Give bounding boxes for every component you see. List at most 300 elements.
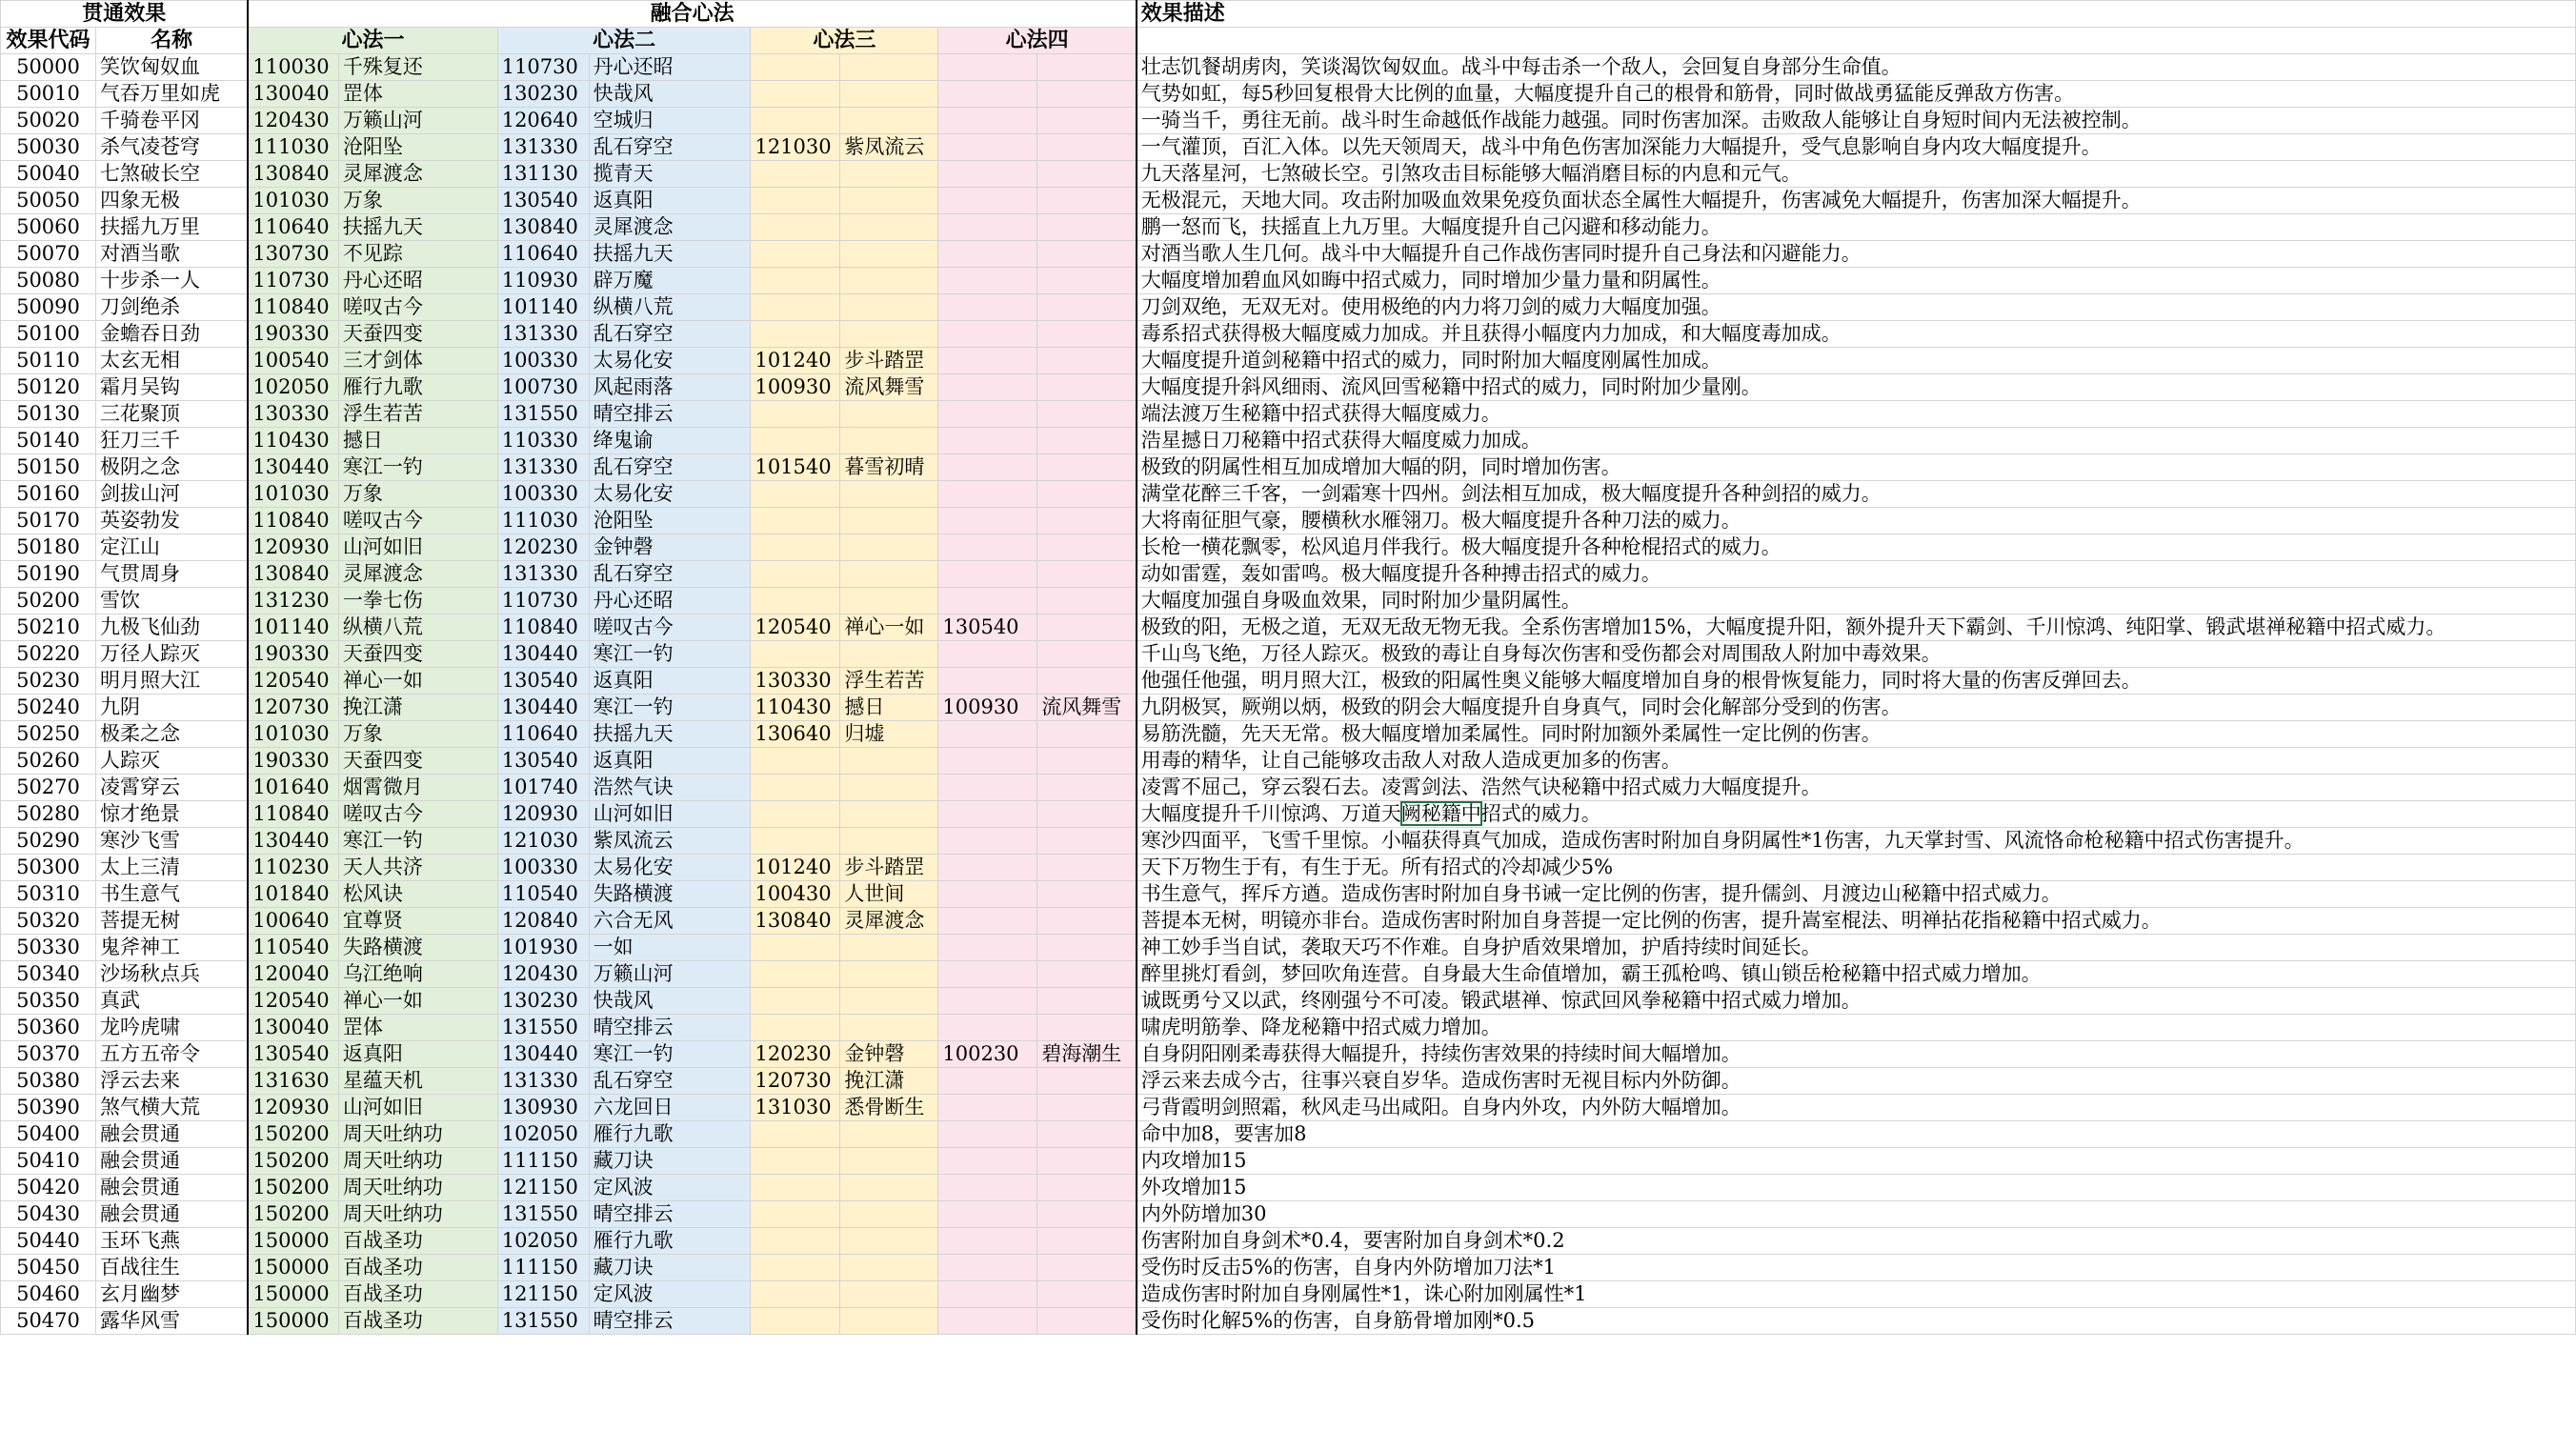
xinfa2-code-cell[interactable]: 120840	[497, 908, 589, 935]
xinfa3-name-cell[interactable]	[840, 534, 938, 561]
xinfa4-code-cell[interactable]	[938, 748, 1037, 775]
xinfa2-name-cell[interactable]: 返真阳	[589, 748, 751, 775]
xinfa4-name-cell[interactable]	[1037, 668, 1137, 695]
xinfa4-name-cell[interactable]	[1037, 721, 1137, 748]
effect-code-cell[interactable]: 50250	[1, 721, 96, 748]
xinfa4-name-cell[interactable]	[1037, 108, 1137, 134]
xinfa1-name-cell[interactable]: 周天吐纳功	[338, 1148, 497, 1175]
xinfa3-name-cell[interactable]: 灵犀渡念	[840, 908, 938, 935]
effect-code-cell[interactable]: 50170	[1, 508, 96, 534]
xinfa2-code-cell[interactable]: 130230	[497, 988, 589, 1015]
xinfa4-name-cell[interactable]	[1037, 374, 1137, 401]
xinfa1-name-cell[interactable]: 挽江潇	[338, 695, 497, 721]
xinfa2-code-cell[interactable]: 130840	[497, 214, 589, 241]
xinfa1-name-cell[interactable]: 周天吐纳功	[338, 1175, 497, 1201]
effect-name-cell[interactable]: 十步杀一人	[95, 268, 248, 294]
xinfa4-code-cell[interactable]	[938, 1068, 1037, 1095]
xinfa3-code-cell[interactable]: 121030	[751, 134, 840, 161]
xinfa2-name-cell[interactable]: 晴空排云	[589, 1015, 751, 1041]
xinfa2-name-cell[interactable]: 晴空排云	[589, 1308, 751, 1335]
xinfa2-code-cell[interactable]: 131330	[497, 454, 589, 481]
xinfa3-name-cell[interactable]	[840, 321, 938, 348]
xinfa2-code-cell[interactable]: 110640	[497, 241, 589, 268]
xinfa2-code-cell[interactable]: 100730	[497, 374, 589, 401]
xinfa2-name-cell[interactable]: 雁行九歌	[589, 1121, 751, 1148]
effect-name-cell[interactable]: 霜月吴钩	[95, 374, 248, 401]
xinfa3-name-cell[interactable]	[840, 294, 938, 321]
xinfa3-name-cell[interactable]	[840, 1228, 938, 1255]
effect-code-cell[interactable]: 50000	[1, 54, 96, 81]
xinfa4-name-cell[interactable]	[1037, 908, 1137, 935]
xinfa3-code-cell[interactable]	[751, 81, 840, 108]
effect-name-cell[interactable]: 定江山	[95, 534, 248, 561]
xinfa3-code-cell[interactable]	[751, 428, 840, 454]
xinfa4-name-cell[interactable]	[1037, 1095, 1137, 1121]
xinfa1-code-cell[interactable]: 150200	[248, 1175, 338, 1201]
effect-name-cell[interactable]: 九极飞仙劲	[95, 614, 248, 641]
xinfa3-code-cell[interactable]	[751, 1148, 840, 1175]
effect-code-cell[interactable]: 50340	[1, 961, 96, 988]
xinfa3-name-cell[interactable]	[840, 1281, 938, 1308]
effect-desc-cell[interactable]: 内外防增加30	[1137, 1201, 2576, 1228]
xinfa2-name-cell[interactable]: 太易化安	[589, 855, 751, 881]
xinfa4-code-cell[interactable]	[938, 1015, 1037, 1041]
effect-desc-cell[interactable]: 满堂花醉三千客，一剑霜寒十四州。剑法相互加成，极大幅度提升各种剑招的威力。	[1137, 481, 2576, 508]
xinfa4-code-cell[interactable]: 130540	[938, 614, 1037, 641]
xinfa4-name-cell[interactable]	[1037, 294, 1137, 321]
xinfa1-name-cell[interactable]: 山河如旧	[338, 1095, 497, 1121]
xinfa4-name-cell[interactable]	[1037, 614, 1137, 641]
xinfa3-name-cell[interactable]: 步斗踏罡	[840, 855, 938, 881]
effect-desc-cell[interactable]: 大幅度提升道剑秘籍中招式的威力，同时附加大幅度刚属性加成。	[1137, 348, 2576, 374]
effect-code-cell[interactable]: 50400	[1, 1121, 96, 1148]
effect-code-cell[interactable]: 50370	[1, 1041, 96, 1068]
xinfa3-name-cell[interactable]	[840, 428, 938, 454]
effect-desc-cell[interactable]: 受伤时反击5%的伤害，自身内外防增加刀法*1	[1137, 1255, 2576, 1281]
xinfa3-name-cell[interactable]	[840, 1015, 938, 1041]
effect-desc-cell[interactable]: 大将南征胆气豪，腰横秋水雁翎刀。极大幅度提升各种刀法的威力。	[1137, 508, 2576, 534]
xinfa3-name-cell[interactable]	[840, 1201, 938, 1228]
effect-code-cell[interactable]: 50190	[1, 561, 96, 588]
xinfa1-name-cell[interactable]: 纵横八荒	[338, 614, 497, 641]
xinfa4-name-cell[interactable]	[1037, 801, 1137, 828]
xinfa2-code-cell[interactable]: 130540	[497, 668, 589, 695]
xinfa3-name-cell[interactable]	[840, 748, 938, 775]
effect-desc-cell[interactable]: 大幅度增加碧血风如晦中招式威力，同时增加少量力量和阴属性。	[1137, 268, 2576, 294]
effect-code-cell[interactable]: 50070	[1, 241, 96, 268]
xinfa3-name-cell[interactable]	[840, 988, 938, 1015]
xinfa2-code-cell[interactable]: 131550	[497, 1308, 589, 1335]
xinfa4-name-cell[interactable]	[1037, 775, 1137, 801]
effect-desc-cell[interactable]: 用毒的精华，让自己能够攻击敌人对敌人造成更加多的伤害。	[1137, 748, 2576, 775]
xinfa2-code-cell[interactable]: 102050	[497, 1121, 589, 1148]
xinfa2-name-cell[interactable]: 嗟叹古今	[589, 614, 751, 641]
effect-name-cell[interactable]: 太上三清	[95, 855, 248, 881]
xinfa4-code-cell[interactable]	[938, 1281, 1037, 1308]
effect-name-cell[interactable]: 书生意气	[95, 881, 248, 908]
effect-desc-cell[interactable]: 造成伤害时附加自身刚属性*1，诛心附加刚属性*1	[1137, 1281, 2576, 1308]
xinfa3-code-cell[interactable]: 120230	[751, 1041, 840, 1068]
xinfa1-code-cell[interactable]: 110230	[248, 855, 338, 881]
xinfa1-name-cell[interactable]: 沧阳坠	[338, 134, 497, 161]
xinfa4-code-cell[interactable]	[938, 188, 1037, 214]
xinfa2-name-cell[interactable]: 灵犀渡念	[589, 214, 751, 241]
xinfa4-code-cell[interactable]	[938, 588, 1037, 614]
xinfa3-code-cell[interactable]	[751, 481, 840, 508]
effect-name-cell[interactable]: 融会贯通	[95, 1148, 248, 1175]
effect-code-cell[interactable]: 50320	[1, 908, 96, 935]
xinfa4-name-cell[interactable]	[1037, 348, 1137, 374]
xinfa4-code-cell[interactable]	[938, 81, 1037, 108]
xinfa3-name-cell[interactable]: 悉骨断生	[840, 1095, 938, 1121]
xinfa2-code-cell[interactable]: 121150	[497, 1281, 589, 1308]
xinfa1-name-cell[interactable]: 星蕴天机	[338, 1068, 497, 1095]
effect-desc-cell[interactable]: 无极混元，天地大同。攻击附加吸血效果免疫负面状态全属性大幅提升，伤害减免大幅提升，伤害加深大幅提升。	[1137, 188, 2576, 214]
xinfa3-name-cell[interactable]	[840, 241, 938, 268]
xinfa4-code-cell[interactable]	[938, 508, 1037, 534]
effect-desc-cell[interactable]: 气势如虹，每5秒回复根骨大比例的血量，大幅度提升自己的根骨和筋骨，同时做战勇猛能反弹敌方伤害。	[1137, 81, 2576, 108]
xinfa2-name-cell[interactable]: 金钟磬	[589, 534, 751, 561]
xinfa2-code-cell[interactable]: 130440	[497, 1041, 589, 1068]
xinfa4-name-cell[interactable]	[1037, 961, 1137, 988]
xinfa2-code-cell[interactable]: 130230	[497, 81, 589, 108]
effect-desc-cell[interactable]: 极致的阳，无极之道，无双无敌无物无我。全系伤害增加15%，大幅度提升阳，额外提升天下霸剑、千川惊鸿、纯阳掌、锻武堪禅秘籍中招式威力。	[1137, 614, 2576, 641]
xinfa3-code-cell[interactable]: 101240	[751, 348, 840, 374]
xinfa3-name-cell[interactable]	[840, 268, 938, 294]
xinfa3-code-cell[interactable]	[751, 1201, 840, 1228]
xinfa3-code-cell[interactable]: 101240	[751, 855, 840, 881]
xinfa1-name-cell[interactable]: 灵犀渡念	[338, 561, 497, 588]
effect-desc-cell[interactable]: 九天落星河，七煞破长空。引煞攻击目标能够大幅消磨目标的内息和元气。	[1137, 161, 2576, 188]
xinfa4-name-cell[interactable]	[1037, 401, 1137, 428]
xinfa3-name-cell[interactable]	[840, 775, 938, 801]
xinfa2-name-cell[interactable]: 空城归	[589, 108, 751, 134]
xinfa2-name-cell[interactable]: 绛鬼谕	[589, 428, 751, 454]
xinfa2-name-cell[interactable]: 山河如旧	[589, 801, 751, 828]
xinfa3-name-cell[interactable]: 挽江潇	[840, 1068, 938, 1095]
effect-code-cell[interactable]: 50470	[1, 1308, 96, 1335]
xinfa2-name-cell[interactable]: 定风波	[589, 1281, 751, 1308]
xinfa1-code-cell[interactable]: 130440	[248, 454, 338, 481]
xinfa1-name-cell[interactable]: 万象	[338, 188, 497, 214]
xinfa4-code-cell[interactable]	[938, 428, 1037, 454]
xinfa1-code-cell[interactable]: 110840	[248, 294, 338, 321]
xinfa3-code-cell[interactable]	[751, 1255, 840, 1281]
effect-code-cell[interactable]: 50020	[1, 108, 96, 134]
xinfa2-name-cell[interactable]: 万籁山河	[589, 961, 751, 988]
effect-code-cell[interactable]: 50180	[1, 534, 96, 561]
effect-desc-cell[interactable]: 凌霄不屈己，穿云裂石去。凌霄剑法、浩然气诀秘籍中招式威力大幅度提升。	[1137, 775, 2576, 801]
xinfa2-code-cell[interactable]: 121150	[497, 1175, 589, 1201]
xinfa4-name-cell[interactable]	[1037, 1201, 1137, 1228]
xinfa3-code-cell[interactable]: 110430	[751, 695, 840, 721]
xinfa2-code-cell[interactable]: 100330	[497, 348, 589, 374]
xinfa3-code-cell[interactable]	[751, 188, 840, 214]
xinfa4-name-cell[interactable]	[1037, 54, 1137, 81]
xinfa1-code-cell[interactable]: 150000	[248, 1228, 338, 1255]
header-blank[interactable]	[1137, 28, 2576, 54]
xinfa3-name-cell[interactable]	[840, 1148, 938, 1175]
xinfa2-code-cell[interactable]: 101930	[497, 935, 589, 961]
effect-code-cell[interactable]: 50220	[1, 641, 96, 668]
xinfa4-code-cell[interactable]	[938, 214, 1037, 241]
xinfa2-code-cell[interactable]: 130540	[497, 188, 589, 214]
xinfa4-name-cell[interactable]	[1037, 855, 1137, 881]
header-xinfa-3[interactable]: 心法三	[751, 28, 938, 54]
xinfa2-name-cell[interactable]: 一如	[589, 935, 751, 961]
xinfa3-code-cell[interactable]	[751, 588, 840, 614]
effect-name-cell[interactable]: 融会贯通	[95, 1201, 248, 1228]
xinfa1-code-cell[interactable]: 110730	[248, 268, 338, 294]
xinfa3-name-cell[interactable]: 人世间	[840, 881, 938, 908]
effect-code-cell[interactable]: 50360	[1, 1015, 96, 1041]
effect-desc-cell[interactable]: 神工妙手当自试，袭取天巧不作难。自身护盾效果增加，护盾持续时间延长。	[1137, 935, 2576, 961]
effect-code-cell[interactable]: 50140	[1, 428, 96, 454]
xinfa4-name-cell[interactable]	[1037, 881, 1137, 908]
effect-desc-cell[interactable]: 鹏一怒而飞，扶摇直上九万里。大幅度提升自己闪避和移动能力。	[1137, 214, 2576, 241]
xinfa4-code-cell[interactable]	[938, 775, 1037, 801]
xinfa3-name-cell[interactable]	[840, 961, 938, 988]
xinfa1-code-cell[interactable]: 101030	[248, 721, 338, 748]
xinfa1-name-cell[interactable]: 山河如旧	[338, 534, 497, 561]
xinfa3-code-cell[interactable]	[751, 241, 840, 268]
effect-name-cell[interactable]: 菩提无树	[95, 908, 248, 935]
xinfa1-code-cell[interactable]: 190330	[248, 321, 338, 348]
header-xinfa-1[interactable]: 心法一	[248, 28, 497, 54]
xinfa4-name-cell[interactable]	[1037, 454, 1137, 481]
effect-code-cell[interactable]: 50050	[1, 188, 96, 214]
xinfa3-name-cell[interactable]	[840, 161, 938, 188]
xinfa3-code-cell[interactable]	[751, 935, 840, 961]
xinfa1-code-cell[interactable]: 130040	[248, 81, 338, 108]
xinfa2-name-cell[interactable]: 乱石穿空	[589, 561, 751, 588]
xinfa2-name-cell[interactable]: 寒江一钓	[589, 1041, 751, 1068]
xinfa4-code-cell[interactable]	[938, 134, 1037, 161]
effect-desc-cell[interactable]: 端法渡万生秘籍中招式获得大幅度威力。	[1137, 401, 2576, 428]
effect-desc-cell[interactable]: 壮志饥餐胡虏肉，笑谈渴饮匈奴血。战斗中每击杀一个敌人，会回复自身部分生命值。	[1137, 54, 2576, 81]
xinfa4-name-cell[interactable]	[1037, 188, 1137, 214]
xinfa4-name-cell[interactable]	[1037, 1148, 1137, 1175]
xinfa1-name-cell[interactable]: 三才剑体	[338, 348, 497, 374]
xinfa1-name-cell[interactable]: 返真阳	[338, 1041, 497, 1068]
xinfa4-code-cell[interactable]	[938, 935, 1037, 961]
xinfa4-code-cell[interactable]	[938, 321, 1037, 348]
xinfa4-name-cell[interactable]	[1037, 641, 1137, 668]
effect-name-cell[interactable]: 玉环飞燕	[95, 1228, 248, 1255]
xinfa4-code-cell[interactable]	[938, 1228, 1037, 1255]
effect-desc-cell[interactable]: 命中加8，要害加8	[1137, 1121, 2576, 1148]
xinfa4-name-cell[interactable]	[1037, 241, 1137, 268]
xinfa3-name-cell[interactable]	[840, 641, 938, 668]
xinfa4-name-cell[interactable]	[1037, 428, 1137, 454]
effect-code-cell[interactable]: 50420	[1, 1175, 96, 1201]
xinfa2-name-cell[interactable]: 寒江一钓	[589, 641, 751, 668]
effect-desc-cell[interactable]: 弓背霞明剑照霜，秋风走马出咸阳。自身内外攻，内外防大幅增加。	[1137, 1095, 2576, 1121]
effect-code-cell[interactable]: 50240	[1, 695, 96, 721]
xinfa4-name-cell[interactable]	[1037, 561, 1137, 588]
xinfa3-code-cell[interactable]	[751, 54, 840, 81]
effect-code-cell[interactable]: 50300	[1, 855, 96, 881]
xinfa2-name-cell[interactable]: 浩然气诀	[589, 775, 751, 801]
xinfa1-name-cell[interactable]: 天蚕四变	[338, 321, 497, 348]
xinfa4-code-cell[interactable]	[938, 294, 1037, 321]
header-desc[interactable]: 效果描述	[1137, 1, 2576, 28]
xinfa4-name-cell[interactable]	[1037, 534, 1137, 561]
xinfa4-code-cell[interactable]	[938, 988, 1037, 1015]
xinfa4-name-cell[interactable]	[1037, 161, 1137, 188]
xinfa1-code-cell[interactable]: 101640	[248, 775, 338, 801]
xinfa1-code-cell[interactable]: 120730	[248, 695, 338, 721]
effect-code-cell[interactable]: 50460	[1, 1281, 96, 1308]
effect-code-cell[interactable]: 50060	[1, 214, 96, 241]
effect-code-cell[interactable]: 50310	[1, 881, 96, 908]
effect-code-cell[interactable]: 50120	[1, 374, 96, 401]
xinfa3-code-cell[interactable]	[751, 1175, 840, 1201]
xinfa1-name-cell[interactable]: 百战圣功	[338, 1255, 497, 1281]
xinfa3-code-cell[interactable]	[751, 801, 840, 828]
xinfa2-name-cell[interactable]: 纵横八荒	[589, 294, 751, 321]
xinfa4-code-cell[interactable]	[938, 534, 1037, 561]
xinfa1-code-cell[interactable]: 110840	[248, 801, 338, 828]
effect-name-cell[interactable]: 太玄无相	[95, 348, 248, 374]
xinfa1-code-cell[interactable]: 131230	[248, 588, 338, 614]
header-xinfa-4[interactable]: 心法四	[938, 28, 1137, 54]
xinfa2-code-cell[interactable]: 111150	[497, 1148, 589, 1175]
xinfa1-name-cell[interactable]: 万象	[338, 721, 497, 748]
effect-desc-cell[interactable]: 大幅度提升斜风细雨、流风回雪秘籍中招式的威力，同时附加少量刚。	[1137, 374, 2576, 401]
effect-desc-cell[interactable]: 极致的阴属性相互加成增加大幅的阴，同时增加伤害。	[1137, 454, 2576, 481]
effect-code-cell[interactable]: 50110	[1, 348, 96, 374]
effect-code-cell[interactable]: 50380	[1, 1068, 96, 1095]
xinfa2-code-cell[interactable]: 131330	[497, 561, 589, 588]
xinfa1-code-cell[interactable]: 102050	[248, 374, 338, 401]
xinfa3-name-cell[interactable]	[840, 401, 938, 428]
xinfa2-code-cell[interactable]: 110330	[497, 428, 589, 454]
effect-name-cell[interactable]: 九阴	[95, 695, 248, 721]
xinfa3-name-cell[interactable]	[840, 588, 938, 614]
xinfa3-name-cell[interactable]	[840, 1175, 938, 1201]
xinfa4-code-cell[interactable]	[938, 54, 1037, 81]
xinfa1-name-cell[interactable]: 万象	[338, 481, 497, 508]
xinfa4-name-cell[interactable]	[1037, 1175, 1137, 1201]
effect-desc-cell[interactable]: 啸虎明筋拳、降龙秘籍中招式威力增加。	[1137, 1015, 2576, 1041]
effect-name-cell[interactable]: 雪饮	[95, 588, 248, 614]
xinfa1-code-cell[interactable]: 131630	[248, 1068, 338, 1095]
xinfa1-name-cell[interactable]: 灵犀渡念	[338, 161, 497, 188]
xinfa1-code-cell[interactable]: 111030	[248, 134, 338, 161]
effect-name-cell[interactable]: 凌霄穿云	[95, 775, 248, 801]
xinfa2-name-cell[interactable]: 乱石穿空	[589, 134, 751, 161]
xinfa3-name-cell[interactable]	[840, 214, 938, 241]
xinfa2-name-cell[interactable]: 雁行九歌	[589, 1228, 751, 1255]
xinfa4-code-cell[interactable]	[938, 454, 1037, 481]
xinfa3-code-cell[interactable]: 101540	[751, 454, 840, 481]
xinfa3-code-cell[interactable]	[751, 268, 840, 294]
xinfa4-code-cell[interactable]	[938, 348, 1037, 374]
xinfa2-code-cell[interactable]: 130930	[497, 1095, 589, 1121]
xinfa4-code-cell[interactable]	[938, 161, 1037, 188]
header-xinfa-2[interactable]: 心法二	[497, 28, 751, 54]
header-code[interactable]: 效果代码	[1, 28, 96, 54]
xinfa4-code-cell[interactable]: 100230	[938, 1041, 1037, 1068]
xinfa4-code-cell[interactable]	[938, 1148, 1037, 1175]
effect-desc-cell[interactable]: 内攻增加15	[1137, 1148, 2576, 1175]
xinfa2-name-cell[interactable]: 太易化安	[589, 348, 751, 374]
xinfa1-code-cell[interactable]: 150200	[248, 1121, 338, 1148]
xinfa3-code-cell[interactable]	[751, 828, 840, 855]
xinfa3-code-cell[interactable]	[751, 961, 840, 988]
effect-name-cell[interactable]: 寒沙飞雪	[95, 828, 248, 855]
effect-code-cell[interactable]: 50200	[1, 588, 96, 614]
xinfa1-name-cell[interactable]: 百战圣功	[338, 1228, 497, 1255]
xinfa4-code-cell[interactable]: 100930	[938, 695, 1037, 721]
xinfa4-name-cell[interactable]	[1037, 508, 1137, 534]
effect-name-cell[interactable]: 五方五帝令	[95, 1041, 248, 1068]
effect-name-cell[interactable]: 万径人踪灭	[95, 641, 248, 668]
xinfa1-name-cell[interactable]: 松风诀	[338, 881, 497, 908]
xinfa2-code-cell[interactable]: 101740	[497, 775, 589, 801]
effect-name-cell[interactable]: 煞气横大荒	[95, 1095, 248, 1121]
xinfa3-name-cell[interactable]	[840, 508, 938, 534]
xinfa2-name-cell[interactable]: 返真阳	[589, 668, 751, 695]
effect-name-cell[interactable]: 明月照大江	[95, 668, 248, 695]
effect-code-cell[interactable]: 50090	[1, 294, 96, 321]
effect-code-cell[interactable]: 50430	[1, 1201, 96, 1228]
xinfa2-name-cell[interactable]: 六合无风	[589, 908, 751, 935]
xinfa1-code-cell[interactable]: 130840	[248, 561, 338, 588]
xinfa3-name-cell[interactable]	[840, 935, 938, 961]
xinfa2-code-cell[interactable]: 121030	[497, 828, 589, 855]
xinfa4-name-cell[interactable]	[1037, 1121, 1137, 1148]
xinfa1-code-cell[interactable]: 130330	[248, 401, 338, 428]
effect-name-cell[interactable]: 龙吟虎啸	[95, 1015, 248, 1041]
group-header-tongguan[interactable]: 贯通效果	[1, 1, 249, 28]
xinfa2-name-cell[interactable]: 快哉风	[589, 81, 751, 108]
xinfa2-name-cell[interactable]: 定风波	[589, 1175, 751, 1201]
xinfa3-code-cell[interactable]: 120730	[751, 1068, 840, 1095]
xinfa3-name-cell[interactable]	[840, 54, 938, 81]
xinfa4-name-cell[interactable]	[1037, 214, 1137, 241]
effect-name-cell[interactable]: 融会贯通	[95, 1121, 248, 1148]
xinfa4-code-cell[interactable]	[938, 1308, 1037, 1335]
xinfa3-name-cell[interactable]: 紫凤流云	[840, 134, 938, 161]
xinfa4-code-cell[interactable]	[938, 561, 1037, 588]
effect-name-cell[interactable]: 七煞破长空	[95, 161, 248, 188]
effect-desc-cell[interactable]: 长枪一横花飘零，松风追月伴我行。极大幅度提升各种枪棍招式的威力。	[1137, 534, 2576, 561]
effect-desc-cell[interactable]: 一气灌顶，百汇入体。以先天领周天，战斗中角色伤害加深能力大幅提升，受气息影响自身内攻大幅度提升。	[1137, 134, 2576, 161]
effect-desc-cell[interactable]: 受伤时化解5%的伤害，自身筋骨增加刚*0.5	[1137, 1308, 2576, 1335]
xinfa1-name-cell[interactable]: 乌江绝响	[338, 961, 497, 988]
xinfa3-code-cell[interactable]	[751, 508, 840, 534]
xinfa1-name-cell[interactable]: 撼日	[338, 428, 497, 454]
xinfa2-name-cell[interactable]: 六龙回日	[589, 1095, 751, 1121]
xinfa1-name-cell[interactable]: 失路横渡	[338, 935, 497, 961]
xinfa2-code-cell[interactable]: 110930	[497, 268, 589, 294]
xinfa1-name-cell[interactable]: 嗟叹古今	[338, 294, 497, 321]
xinfa4-code-cell[interactable]	[938, 828, 1037, 855]
xinfa3-code-cell[interactable]: 130640	[751, 721, 840, 748]
xinfa1-code-cell[interactable]: 110640	[248, 214, 338, 241]
xinfa1-name-cell[interactable]: 万籁山河	[338, 108, 497, 134]
effect-desc-cell[interactable]: 浮云来去成今古，往事兴衰自岁华。造成伤害时无视目标内外防御。	[1137, 1068, 2576, 1095]
xinfa1-name-cell[interactable]: 禅心一如	[338, 988, 497, 1015]
effect-desc-cell[interactable]: 刀剑双绝，无双无对。使用极绝的内力将刀剑的威力大幅度加强。	[1137, 294, 2576, 321]
xinfa3-name-cell[interactable]: 浮生若苦	[840, 668, 938, 695]
effect-name-cell[interactable]: 百战往生	[95, 1255, 248, 1281]
effect-code-cell[interactable]: 50450	[1, 1255, 96, 1281]
effect-desc-cell[interactable]: 诚既勇兮又以武，终刚强兮不可凌。锻武堪禅、惊武回风拳秘籍中招式威力增加。	[1137, 988, 2576, 1015]
effect-code-cell[interactable]: 50080	[1, 268, 96, 294]
